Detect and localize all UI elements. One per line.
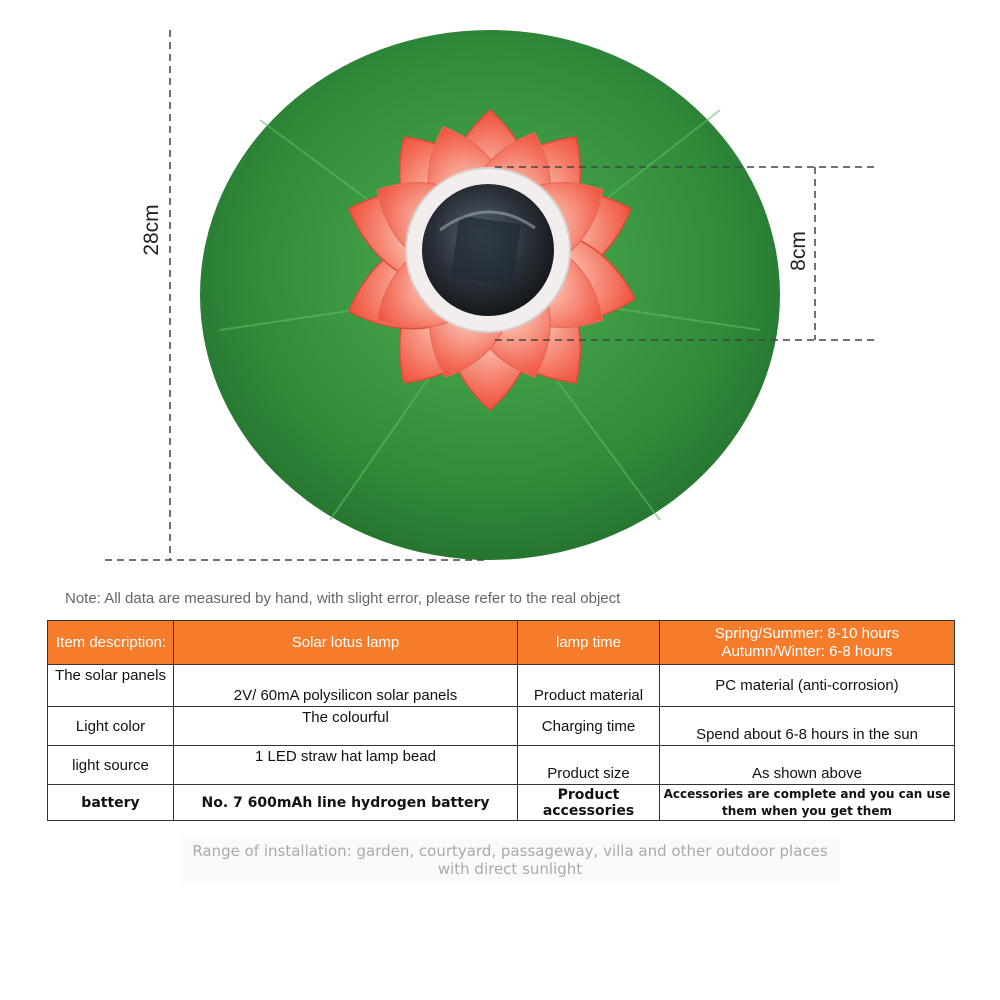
measurement-note: Note: All data are measured by hand, with slight error, please refer to the real object bbox=[65, 590, 621, 607]
row-value: 1 LED straw hat lamp bead bbox=[174, 746, 518, 785]
table-row bbox=[48, 665, 955, 707]
row-value: 2V/ 60mA polysilicon solar panels bbox=[174, 665, 518, 707]
header-lamp-time: lamp time bbox=[518, 621, 660, 665]
row-label: The solar panels bbox=[48, 665, 174, 707]
accessories-line-1: Accessories are complete and you can use bbox=[663, 786, 951, 801]
row-label: Light color bbox=[48, 707, 174, 746]
header-lamp-hours bbox=[660, 621, 955, 665]
row-label: Charging time bbox=[518, 707, 660, 746]
header-product-name: Solar lotus lamp bbox=[174, 621, 518, 665]
accessories-line-2: them when you get them bbox=[722, 803, 892, 818]
row-value: No. 7 600mAh line hydrogen battery bbox=[174, 785, 518, 821]
installation-range bbox=[180, 838, 840, 882]
row-label: light source bbox=[48, 746, 174, 785]
installation-range-line-2: with direct sunlight bbox=[437, 860, 583, 878]
row-label: Product accessories bbox=[518, 785, 660, 821]
row-value: PC material (anti-corrosion) bbox=[660, 665, 955, 707]
lamp-hours-autumn: Autumn/Winter: 6-8 hours bbox=[721, 642, 893, 660]
row-label: Product material bbox=[518, 665, 660, 707]
row-value: The colourful bbox=[174, 707, 518, 746]
table-row bbox=[48, 785, 955, 821]
table-header-row bbox=[48, 621, 955, 665]
lamp-hours-spring: Spring/Summer: 8-10 hours bbox=[714, 624, 900, 642]
header-item-description: Item description: bbox=[48, 621, 174, 665]
solar-panel-dome bbox=[406, 168, 570, 332]
table-row bbox=[48, 746, 955, 785]
row-label: battery bbox=[48, 785, 174, 821]
installation-range-line-1: Range of installation: garden, courtyard, passageway, villa and other outdoor places bbox=[192, 842, 828, 860]
spec-table bbox=[47, 620, 955, 821]
row-value: Spend about 6-8 hours in the sun bbox=[660, 707, 955, 746]
row-value bbox=[660, 785, 955, 821]
row-label: Product size bbox=[518, 746, 660, 785]
table-row bbox=[48, 707, 955, 746]
height-dimension-label: 28cm bbox=[140, 204, 163, 256]
row-value: As shown above bbox=[660, 746, 955, 785]
solar-dimension-label: 8cm bbox=[787, 231, 810, 271]
